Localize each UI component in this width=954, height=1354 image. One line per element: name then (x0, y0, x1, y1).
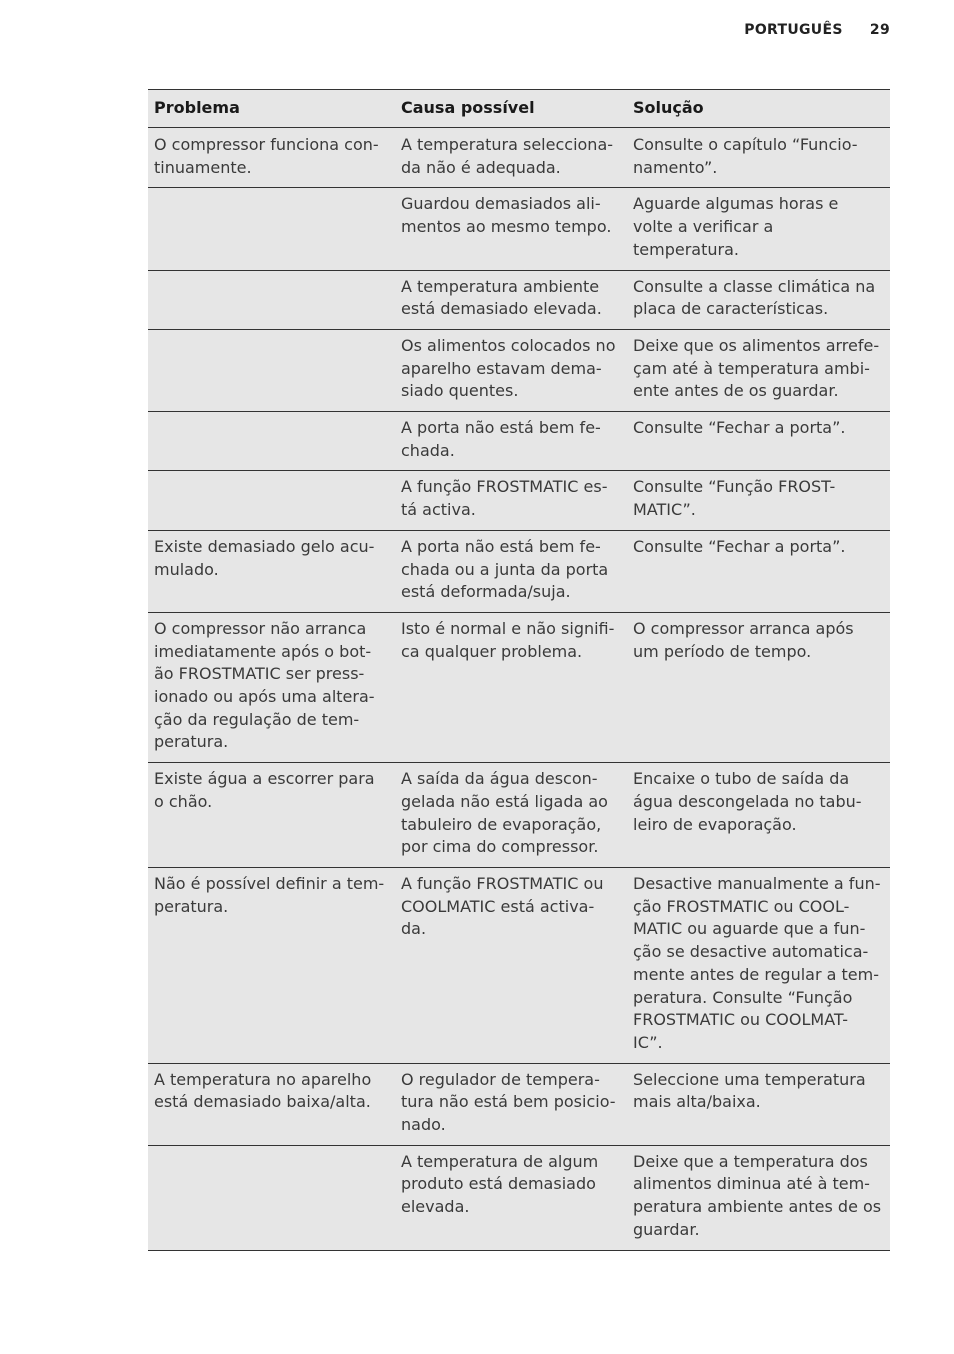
table-row (148, 612, 890, 762)
page-header (744, 22, 890, 38)
problem-cell (148, 270, 395, 329)
table-row (148, 1145, 890, 1250)
troubleshooting-table (148, 89, 890, 1251)
problem-cell (148, 471, 395, 530)
page-number: 29 (869, 22, 890, 38)
table-row (148, 530, 890, 612)
solution-cell: Deixe que a temperatura dos alimentos diminua até à tem- peratura ambiente antes de os guardar. (627, 1145, 890, 1250)
solution-cell: Aguarde algumas horas e volte a verificar a temperatura. (627, 188, 890, 270)
problem-cell: Não é possível definir a tem- peratura. (148, 867, 395, 1063)
problem-cell: O compressor não arranca imediatamente após o bot- ão FROSTMATIC ser press- ionado ou após uma altera- ção da regulação de tem- peratura. (148, 612, 395, 762)
table-row (148, 412, 890, 471)
solution-cell: Consulte “Fechar a porta”. (627, 412, 890, 471)
table-body (148, 128, 890, 1251)
cause-cell: Guardou demasiados ali- mentos ao mesmo tempo. (395, 188, 627, 270)
table-row (148, 270, 890, 329)
solution-cell: Desactive manualmente a fun- ção FROSTMATIC ou COOL- MATIC ou aguarde que a fun- ção se desactive automatica- mente antes de regular a tem- peratura. Consulte “Função FROSTMATIC ou COOLMAT- IC”. (627, 867, 890, 1063)
problem-cell (148, 1145, 395, 1250)
problem-cell: O compressor funciona con- tinuamente. (148, 128, 395, 188)
cause-cell: A temperatura ambiente está demasiado elevada. (395, 270, 627, 329)
cause-cell: A porta não está bem fe- chada. (395, 412, 627, 471)
table-header-row (148, 90, 890, 128)
problem-cell (148, 188, 395, 270)
cause-cell: A temperatura de algum produto está demasiado elevada. (395, 1145, 627, 1250)
column-header-solution: Solução (627, 90, 890, 128)
problem-cell: Existe água a escorrer para o chão. (148, 763, 395, 868)
cause-cell: A função FROSTMATIC es- tá activa. (395, 471, 627, 530)
solution-cell: Consulte o capítulo “Funcio- namento”. (627, 128, 890, 188)
table-row (148, 867, 890, 1063)
problem-cell (148, 329, 395, 411)
solution-cell: Consulte “Fechar a porta”. (627, 530, 890, 612)
solution-cell: Consulte “Função FROST- MATIC”. (627, 471, 890, 530)
problem-cell: A temperatura no aparelho está demasiado baixa/alta. (148, 1063, 395, 1145)
table-row (148, 329, 890, 411)
cause-cell: O regulador de tempera- tura não está bem posicio- nado. (395, 1063, 627, 1145)
solution-cell: Encaixe o tubo de saída da água descongelada no tabu- leiro de evaporação. (627, 763, 890, 868)
table-row (148, 188, 890, 270)
cause-cell: A função FROSTMATIC ou COOLMATIC está activa- da. (395, 867, 627, 1063)
solution-cell: Consulte a classe climática na placa de características. (627, 270, 890, 329)
cause-cell: A saída da água descon- gelada não está ligada ao tabuleiro de evaporação, por cima do compressor. (395, 763, 627, 868)
cause-cell: Os alimentos colocados no aparelho estavam dema- siado quentes. (395, 329, 627, 411)
problem-cell: Existe demasiado gelo acu- mulado. (148, 530, 395, 612)
cause-cell: A porta não está bem fe- chada ou a junta da porta está deformada/suja. (395, 530, 627, 612)
table-row (148, 1063, 890, 1145)
cause-cell: A temperatura selecciona- da não é adequada. (395, 128, 627, 188)
solution-cell: Seleccione uma temperatura mais alta/baixa. (627, 1063, 890, 1145)
language-label: PORTUGUÊS (744, 22, 843, 38)
problem-cell (148, 412, 395, 471)
solution-cell: O compressor arranca após um período de tempo. (627, 612, 890, 762)
column-header-problem: Problema (148, 90, 395, 128)
column-header-cause: Causa possível (395, 90, 627, 128)
table-row (148, 471, 890, 530)
table-row (148, 128, 890, 188)
table-row (148, 763, 890, 868)
solution-cell: Deixe que os alimentos arrefe- çam até à temperatura ambi- ente antes de os guardar. (627, 329, 890, 411)
cause-cell: Isto é normal e não signifi- ca qualquer problema. (395, 612, 627, 762)
